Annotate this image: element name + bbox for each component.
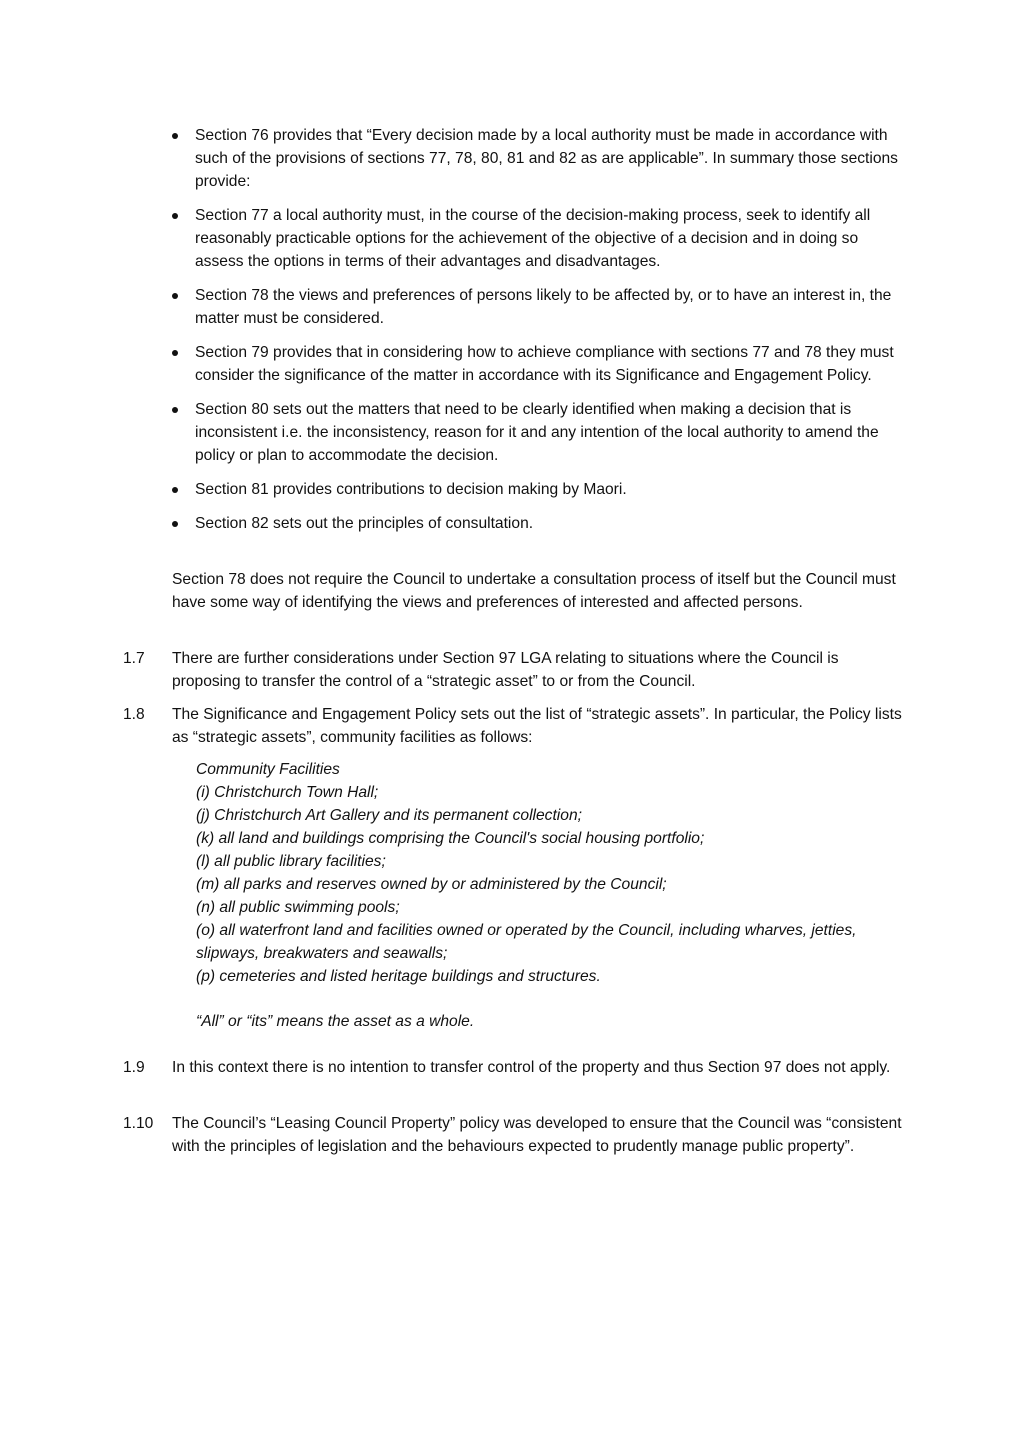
paragraph-number-1-9: 1.9 [123, 1059, 145, 1076]
bullet-icon [172, 133, 178, 139]
bullet-text: Section 81 provides contributions to decision making by Maori. [195, 481, 627, 498]
quote-note: “All” or “its” means the asset as a whole. [196, 1013, 475, 1030]
bullet-icon [172, 350, 178, 356]
paragraph-1-9-text: In this context there is no intention to transfer control of the property and thus Section 97 does not apply. [172, 1059, 891, 1076]
paragraph-1-7-text: There are further considerations under Section 97 LGA relating to situations where the Council is proposing to transfer the control of a “strategic asset” to or from the Council. [172, 650, 839, 690]
bullet-text: Section 80 sets out the matters that need to be clearly identified when making a decision that is inconsistent i.e. the inconsistency, reason for it and any intention of the local authority to amend the policy or plan to accommodate the decision. [195, 401, 879, 464]
bullet-item-section-77 [172, 204, 902, 273]
quote-item: (k) all land and buildings comprising the Council's social housing portfolio; [196, 830, 705, 847]
bullet-item-section-79 [172, 341, 902, 387]
bullet-text: Section 76 provides that “Every decision made by a local authority must be made in accordance with such of the provisions of sections 77, 78, 80, 81 and 82 as are applicable”. In summary those sections provide: [195, 127, 898, 190]
bullet-item-section-82 [172, 512, 902, 535]
section-bullet-list [172, 124, 902, 546]
quote-item: (n) all public swimming pools; [196, 899, 400, 916]
quote-heading: Community Facilities [196, 761, 340, 778]
quote-item: (l) all public library facilities; [196, 853, 386, 870]
paragraph-1-10-text: The Council’s “Leasing Council Property” policy was developed to ensure that the Council was “consistent with the principles of legislation and the behaviours expected to prudently manage public property”. [172, 1115, 902, 1155]
paragraph-number-1-10: 1.10 [123, 1115, 154, 1132]
bullet-icon [172, 521, 178, 527]
quote-item: (p) cemeteries and listed heritage buildings and structures. [196, 968, 601, 985]
bullet-text: Section 82 sets out the principles of consultation. [195, 515, 534, 532]
quote-item: (o) all waterfront land and facilities owned or operated by the Council, including wharves, jetties, slipways, breakwaters and seawalls; [196, 922, 857, 962]
bullet-item-section-76 [172, 124, 902, 193]
quote-item: (j) Christchurch Art Gallery and its permanent collection; [196, 807, 582, 824]
paragraph-number-1-7: 1.7 [123, 650, 145, 667]
bullet-icon [172, 213, 178, 219]
bullet-item-section-81 [172, 478, 902, 501]
bullet-icon [172, 487, 178, 493]
section-78-note: Section 78 does not require the Council to undertake a consultation process of itself but the Council must have some way of identifying the views and preferences of interested and affected persons. [172, 571, 896, 611]
bullet-text: Section 78 the views and preferences of persons likely to be affected by, or to have an interest in, the matter must be considered. [195, 287, 892, 327]
community-facilities-quote [196, 758, 896, 988]
bullet-text: Section 79 provides that in considering how to achieve compliance with sections 77 and 78 they must consider the significance of the matter in accordance with its Significance and Engagement Policy. [195, 344, 894, 384]
bullet-icon [172, 407, 178, 413]
bullet-text: Section 77 a local authority must, in the course of the decision-making process, seek to identify all reasonably practicable options for the achievement of the objective of a decision and in doing so assess the options in terms of their advantages and disadvantages. [195, 207, 871, 270]
quote-item: (m) all parks and reserves owned by or administered by the Council; [196, 876, 667, 893]
quote-item: (i) Christchurch Town Hall; [196, 784, 379, 801]
bullet-item-section-80 [172, 398, 902, 467]
paragraph-1-8-text: The Significance and Engagement Policy sets out the list of “strategic assets”. In particular, the Policy lists as “strategic assets”, community facilities as follows: [172, 706, 902, 746]
bullet-icon [172, 293, 178, 299]
bullet-item-section-78 [172, 284, 902, 330]
paragraph-number-1-8: 1.8 [123, 706, 145, 723]
